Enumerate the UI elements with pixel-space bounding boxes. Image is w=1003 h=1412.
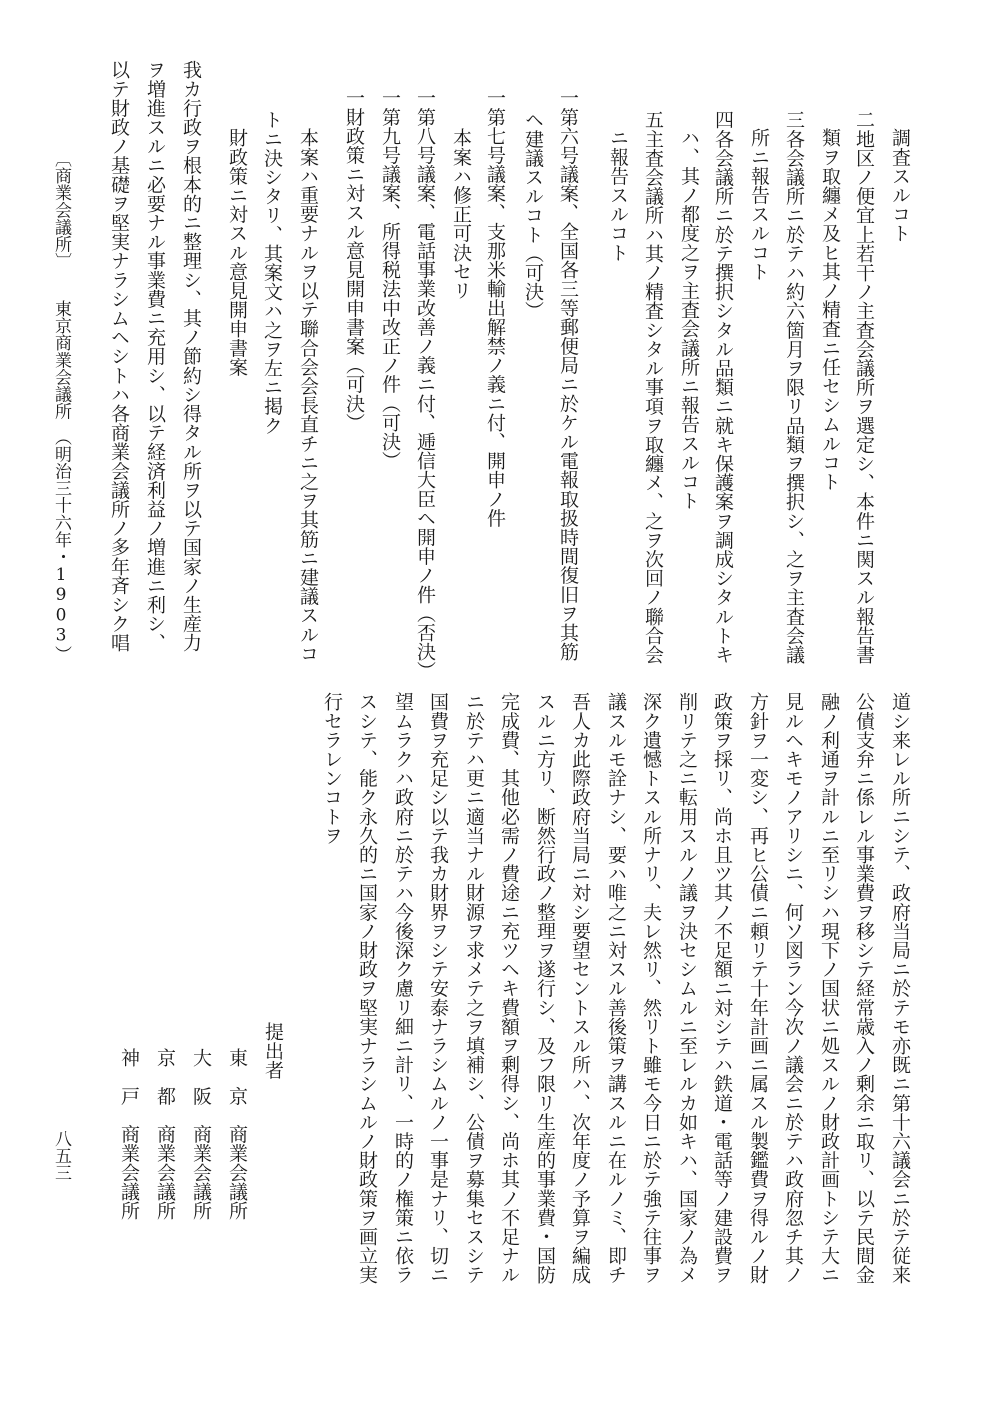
upper-text-column: トニ決シタリ、其案文ハ之ヲ左ニ掲ク <box>261 110 283 435</box>
upper-text-column: 一第八号議案、電話事業改善ノ義ニ付、逓信大臣ヘ開申ノ件（否決） <box>414 88 436 681</box>
page-number: 八五三 <box>51 1130 71 1182</box>
lower-text-column: 見ルヘキモノアリシニ、何ソ図ラン今次ノ議会ニ於テハ政府忽チ其ノ <box>782 692 804 1285</box>
upper-text-column: 調査スルコト <box>889 128 911 243</box>
lower-text-column: 道シ来レル所ニシテ、政府当局ニ於テモ亦既ニ第十六議会ニ於テ従来 <box>889 692 911 1285</box>
upper-text-column: 一第六号議案、全国各三等郵便局ニ於ケル電報取扱時間復旧ヲ其筋 <box>557 88 579 661</box>
footer-category: 〔商業会議所〕 <box>51 150 71 270</box>
upper-text-column: 一第九号議案、所得税法中改正ノ件（可決） <box>379 88 401 470</box>
lower-text-column: スシテ、能ク永久的ニ国家ノ財政ヲ堅実ナラシムルノ財政策ヲ画立実 <box>356 692 378 1285</box>
lower-text-column: ニ於テハ更ニ適当ナル財源ヲ求メテ之ヲ填補シ、公債ヲ募集セスシテ <box>463 692 485 1285</box>
lower-text-column: 融ノ利通ヲ計ルニ至リシハ現下ノ国状ニ処スルノ財政計画トシテ大ニ <box>818 692 840 1285</box>
upper-text-column: 五主査会議所ハ其ノ精査シタル事項ヲ取纏メ、之ヲ次回ノ聯合会 <box>642 110 664 664</box>
submitter-name: 東 京 商業会議所 <box>226 1048 248 1220</box>
upper-text-column: 以テ財政ノ基礎ヲ堅実ナラシムヘシトハ各商業会議所ノ多年斉シク唱 <box>108 60 130 653</box>
lower-text-column: 議スルモ詮ナシ、要ハ唯之ニ対スル善後策ヲ講スルニ在ルノミ、即チ <box>605 692 627 1285</box>
lower-text-column: 行セラレンコトヲ <box>321 692 343 845</box>
submitter-name: 大 阪 商業会議所 <box>190 1048 212 1220</box>
lower-text-column: 公債支弁ニ係レル事業費ヲ移シテ経常歳入ノ剰余ニ取リ、以テ民間金 <box>853 692 875 1285</box>
lower-text-column: 深ク遺憾トスル所ナリ、夫レ然リ、然リト雖モ今日ニ於テ強テ往事ヲ <box>640 692 662 1285</box>
lower-text-column: 完成費、其他必需ノ費途ニ充ツヘキ費額ヲ剰得シ、尚ホ其ノ不足ナル <box>498 692 520 1285</box>
upper-text-column: 財政策ニ対スル意見開申書案 <box>226 128 248 377</box>
upper-text-column: 本案ハ重要ナルヲ以テ聯合会会長直チニ之ヲ其筋ニ建議スルコ <box>297 128 319 663</box>
lower-text-column: 削リテ之ニ転用スルノ議ヲ決セシムルニ至レルカ如キハ、国家ノ為メ <box>676 692 698 1285</box>
upper-text-column: ヘ建議スルコト（可決） <box>522 110 544 321</box>
upper-text-column: ハ、其ノ都度之ヲ主査会議所ニ報告スルコト <box>678 128 700 510</box>
upper-text-column: 三各会議所ニ於テハ約六箇月ヲ限リ品類ヲ撰択シ、之ヲ主査会議 <box>783 110 805 664</box>
lower-text-column: 国費ヲ充足シ以テ我カ財界ヲシテ安泰ナラシムルノ一事是ナリ、切ニ <box>427 692 449 1285</box>
submitter-name: 神 戸 商業会議所 <box>118 1048 140 1220</box>
footer-title: 東京商業会議所 （明治三十六年・1903） <box>51 300 71 663</box>
upper-text-column: 類ヲ取纏メ及ヒ其ノ精査ニ任セシムルコト <box>819 128 841 491</box>
upper-text-column: 一第七号議案、支那米輸出解禁ノ義ニ付、開申ノ件 <box>484 88 506 528</box>
upper-text-column: 我カ行政ヲ根本的ニ整理シ、其ノ節約シ得タル所ヲ以テ国家ノ生産力 <box>180 60 202 653</box>
upper-text-column: 二地区ノ便宜上若干ノ主査会議所ヲ選定シ、本件ニ関スル報告書 <box>853 110 875 664</box>
upper-text-column: 所ニ報告スルコト <box>748 128 770 281</box>
upper-text-column: 本案ハ修正可決セリ <box>450 128 472 300</box>
lower-text-column: 吾人カ此際政府当局ニ対シ要望セントスル所ハ、次年度ノ予算ヲ編成 <box>569 692 591 1285</box>
submitter-name: 京 都 商業会議所 <box>154 1048 176 1220</box>
submitter-label: 提出者 <box>262 1022 284 1080</box>
lower-text-column: 望ムラクハ政府ニ於テハ今後深ク慮リ細ニ計リ、一時的ノ権策ニ依ラ <box>392 692 414 1285</box>
upper-text-column: ヲ増進スルニ必要ナル事業費ニ充用シ、以テ経済利益ノ増進ニ利シ、 <box>144 60 166 653</box>
lower-text-column: 政策ヲ採リ、尚ホ且ツ其ノ不足額ニ対シテハ鉄道・電話等ノ建設費ヲ <box>711 692 733 1285</box>
lower-text-column: スルニ方リ、断然行政ノ整理ヲ遂行シ、及フ限リ生産的事業費・国防 <box>534 692 556 1285</box>
upper-text-column: ニ報告スルコト <box>607 128 629 262</box>
upper-text-column: 四各会議所ニ於テ撰択シタル品類ニ就キ保護案ヲ調成シタルトキ <box>712 110 734 664</box>
upper-text-column: 一財政策ニ対スル意見開申書案（可決） <box>343 88 365 432</box>
lower-text-column: 方針ヲ一変シ、再ヒ公債ニ頼リテ十年計画ニ属スル製鑑費ヲ得ルノ財 <box>747 692 769 1285</box>
